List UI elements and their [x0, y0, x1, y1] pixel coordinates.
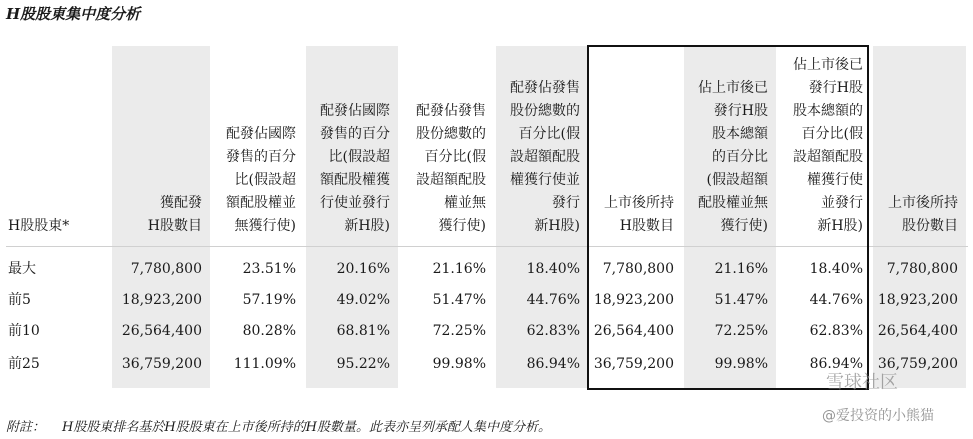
table-cell-pct_total: 99.98% — [432, 356, 486, 372]
table-cell-post_pct_ex: 18.40% — [809, 261, 863, 277]
watermark-logo-text: 雪球社区 — [826, 372, 898, 393]
table-cell-pct_total: 51.47% — [432, 292, 486, 308]
table-cell-post_pct: 51.47% — [714, 292, 768, 308]
table-cell-pct_offer: 23.51% — [242, 261, 296, 277]
table-cell-pct_offer_ex: 68.81% — [336, 323, 390, 339]
post-listing-frame — [587, 45, 869, 390]
row-label: 前25 — [8, 356, 40, 372]
column-header-pct_offer_ex: 配發佔國際 發售的百分 比(假設超 額配股權獲 行使並發行 新H股) — [320, 103, 390, 234]
column-header-pct_offer: 配發佔國際 發售的百分 比(假設超 額配股權並 無獲行使) — [226, 126, 296, 234]
table-cell-shares: 26,564,400 — [121, 323, 202, 339]
table-cell-pct_total_ex: 44.76% — [526, 292, 580, 308]
table-cell-post_shares: 36,759,200 — [593, 356, 674, 372]
column-header-post_pct: 佔上市後已 發行H股 股本總額 的百分比 (假設超額 配股權並無 獲行使) — [698, 80, 768, 234]
table-cell-pct_offer: 57.19% — [242, 292, 296, 308]
table-cell-pct_offer_ex: 95.22% — [336, 356, 390, 372]
watermark-handle: @爱投资的小熊猫 — [822, 408, 934, 424]
table-cell-pct_total_ex: 62.83% — [526, 323, 580, 339]
table-cell-pct_offer: 111.09% — [233, 356, 296, 372]
table-cell-post_all: 7,780,800 — [886, 261, 958, 277]
table-cell-pct_offer: 80.28% — [242, 323, 296, 339]
table-cell-post_all: 18,923,200 — [877, 292, 958, 308]
table-cell-shares: 36,759,200 — [121, 356, 202, 372]
table-cell-pct_offer_ex: 49.02% — [336, 292, 390, 308]
table-cell-shares: 18,923,200 — [121, 292, 202, 308]
table-cell-post_pct: 21.16% — [714, 261, 768, 277]
column-header-pct_total_ex: 配發佔發售 股份總數的 百分比(假 設超額配股 權獲行使並 發行 新H股) — [510, 80, 580, 234]
table-cell-post_pct: 99.98% — [714, 356, 768, 372]
table-cell-post_pct_ex: 86.94% — [809, 356, 863, 372]
column-header-holder: H股股東* — [8, 218, 70, 234]
column-header-post_all: 上市後所持 股份數目 — [888, 195, 958, 234]
table-cell-post_pct: 72.25% — [714, 323, 768, 339]
footnote-text: H股股東排名基於H股股東在上市後所持的H股數量。此表亦呈列承配人集中度分析。 — [62, 420, 552, 435]
table-title: H股股東集中度分析 — [6, 5, 141, 23]
footnote-label: 附註： — [6, 420, 46, 435]
column-header-pct_total: 配發佔發售 股份總數的 百分比(假 設超額配股 權並無 獲行使) — [416, 103, 486, 234]
table-cell-post_shares: 26,564,400 — [593, 323, 674, 339]
row-label: 最大 — [8, 261, 36, 277]
table-cell-pct_total_ex: 86.94% — [526, 356, 580, 372]
table-cell-post_all: 36,759,200 — [877, 356, 958, 372]
table-cell-pct_total_ex: 18.40% — [526, 261, 580, 277]
table-cell-post_shares: 18,923,200 — [593, 292, 674, 308]
table-cell-pct_offer_ex: 20.16% — [336, 261, 390, 277]
column-header-shares: 獲配發 H股數目 — [147, 195, 202, 234]
table-cell-pct_total: 21.16% — [432, 261, 486, 277]
row-label: 前10 — [8, 323, 40, 339]
column-header-post_shares: 上市後所持 H股數目 — [604, 195, 674, 234]
row-label: 前5 — [8, 292, 31, 308]
footnote — [6, 416, 551, 435]
table-cell-post_all: 26,564,400 — [877, 323, 958, 339]
table-cell-shares: 7,780,800 — [130, 261, 202, 277]
column-header-post_pct_ex: 佔上市後已 發行H股 股本總額的 百分比(假 設超額配股 權獲行使 並發行 新H股) — [793, 57, 863, 234]
table-cell-pct_total: 72.25% — [432, 323, 486, 339]
table-cell-post_pct_ex: 62.83% — [809, 323, 863, 339]
table-cell-post_pct_ex: 44.76% — [809, 292, 863, 308]
table-cell-post_shares: 7,780,800 — [602, 261, 674, 277]
